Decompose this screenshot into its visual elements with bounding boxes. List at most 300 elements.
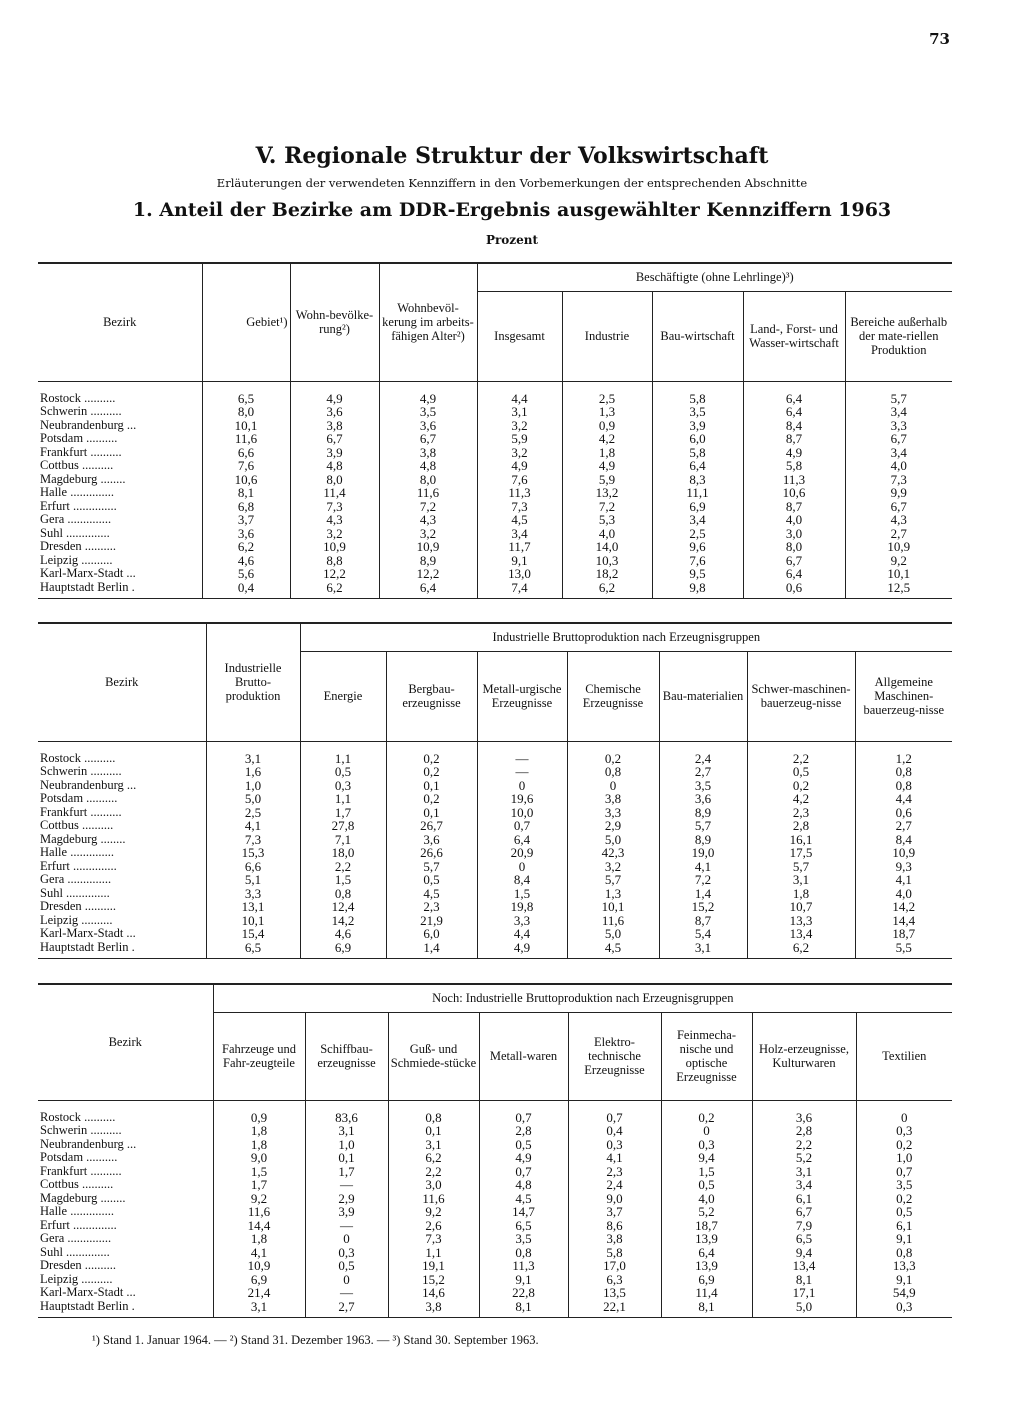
table-cell: 14,2 (855, 900, 952, 914)
table-row (38, 1100, 952, 1124)
table-cell: 3,9 (290, 446, 379, 460)
table-cell: 0,5 (747, 765, 855, 779)
bezirk-name: Leipzig .......... (40, 912, 113, 927)
bezirk-name: Gera .............. (40, 1231, 112, 1245)
column-header: Feinmecha-nische und optische Erzeugnisse (661, 1012, 752, 1100)
table-cell: 6,7 (290, 432, 379, 446)
table-cell: 3,7 (202, 513, 290, 527)
table-cell: 3,2 (477, 446, 562, 460)
table-cell: 12,4 (300, 900, 386, 914)
table-cell: 2,3 (568, 1165, 661, 1179)
table-cell: 4,3 (379, 513, 477, 527)
table-cell: 7,2 (562, 500, 652, 514)
table-cell: 8,0 (743, 540, 845, 554)
table-cell: 3,1 (206, 741, 300, 765)
column-header: Industrie (562, 291, 652, 381)
bezirk-name: Leipzig .......... (40, 1271, 113, 1286)
unit-label: Prozent (485, 233, 539, 247)
table-cell: 2,5 (652, 527, 743, 541)
table-employment (38, 262, 952, 599)
table-cell: 3,1 (388, 1138, 479, 1152)
page-subtitle: Erläuterungen der verwendeten Kennziffern in den Vorbemerkungen der entsprechenden Abschnitte (216, 176, 808, 190)
table-cell: 6,4 (743, 405, 845, 419)
table-cell: 1,0 (305, 1138, 388, 1152)
bezirk-name: Gera .............. (40, 872, 112, 886)
table-cell: 15,4 (206, 927, 300, 941)
table-cell: 14,0 (562, 540, 652, 554)
table-cell: 0,8 (479, 1246, 568, 1260)
table-cell: 11,1 (652, 486, 743, 500)
table-cell: 0,3 (568, 1138, 661, 1152)
bezirk-name: Halle .............. (40, 845, 114, 859)
table-cell: 2,4 (659, 741, 747, 765)
table-cell: 8,0 (290, 473, 379, 487)
table-cell: 3,5 (856, 1178, 952, 1192)
table-cell: 1,1 (388, 1246, 479, 1260)
table-cell: 8,9 (659, 806, 747, 820)
table-cell: 20,9 (477, 846, 567, 860)
table-cell: 7,4 (477, 581, 562, 599)
table-cell: 3,2 (290, 527, 379, 541)
table-cell: 3,0 (743, 527, 845, 541)
table-cell: 3,4 (477, 527, 562, 541)
table-cell: 2,2 (300, 860, 386, 874)
table-cell: 9,4 (661, 1151, 752, 1165)
table-cell: 1,7 (305, 1165, 388, 1179)
table-cell: 1,7 (300, 806, 386, 820)
table-row (38, 381, 952, 405)
table-row (38, 765, 952, 779)
column-header: Textilien (856, 1012, 952, 1100)
table-cell: 18,7 (661, 1219, 752, 1233)
table-cell: 10,0 (477, 806, 567, 820)
table-cell: 7,3 (206, 833, 300, 847)
column-header: Bau-materialien (659, 651, 747, 741)
bezirk-name: Suhl .............. (40, 525, 110, 540)
table-cell: 4,1 (855, 873, 952, 887)
table-cell: 17,1 (752, 1286, 856, 1300)
table-cell: 0,4 (568, 1124, 661, 1138)
table-cell: 10,3 (562, 554, 652, 568)
table-cell: 4,1 (206, 819, 300, 833)
table-row (38, 860, 952, 874)
table-cell: 3,8 (379, 446, 477, 460)
bezirk-name: Rostock .......... (40, 1109, 116, 1124)
table-cell: 5,7 (659, 819, 747, 833)
table-cell: 13,1 (206, 900, 300, 914)
table-cell: 0,1 (386, 779, 477, 793)
table-cell: 8,4 (743, 419, 845, 433)
table-cell: 19,6 (477, 792, 567, 806)
table-cell: 13,0 (477, 567, 562, 581)
table-cell: 0,4 (202, 581, 290, 599)
table-cell: 6,7 (743, 554, 845, 568)
column-header: Industrielle Brutto-produktion (206, 623, 300, 741)
table-cell: 3,8 (568, 1232, 661, 1246)
table-cell: 3,6 (659, 792, 747, 806)
column-header: Energie (300, 651, 386, 741)
table-row (38, 581, 952, 599)
table-cell: 0,7 (568, 1100, 661, 1124)
table-cell: 10,9 (379, 540, 477, 554)
table-cell: 0,2 (661, 1100, 752, 1124)
table-cell: 6,2 (202, 540, 290, 554)
table-cell: 13,3 (856, 1259, 952, 1273)
table-cell: 13,5 (568, 1286, 661, 1300)
column-header: Allgemeine Maschinen-bauerzeug-nisse (855, 651, 952, 741)
table-cell: 16,1 (747, 833, 855, 847)
table-cell: 10,9 (290, 540, 379, 554)
table-cell: 9,6 (652, 540, 743, 554)
table-cell: 6,8 (202, 500, 290, 514)
table-cell: 4,0 (661, 1192, 752, 1206)
column-header: Insgesamt (477, 291, 562, 381)
bezirk-name: Hauptstadt Berlin . (38, 941, 206, 959)
table-row (38, 1286, 952, 1300)
table-cell: 5,7 (845, 381, 952, 405)
bezirk-name: Cottbus .......... (40, 1177, 114, 1191)
table-cell: 8,7 (743, 500, 845, 514)
table-cell: 6,7 (379, 432, 477, 446)
table-cell: 5,8 (743, 459, 845, 473)
table-cell: 3,2 (379, 527, 477, 541)
bezirk-name: Gera .............. (40, 512, 112, 526)
table-cell: 0 (477, 860, 567, 874)
table-cell: 11,3 (743, 473, 845, 487)
table-cell: 0,8 (567, 765, 659, 779)
table-cell: 7,1 (300, 833, 386, 847)
table-cell: 0,3 (661, 1138, 752, 1152)
bezirk-header: Bezirk (38, 263, 202, 381)
table-row (38, 1259, 952, 1273)
table-cell: 8,3 (652, 473, 743, 487)
table-cell: 2,5 (206, 806, 300, 820)
table-cell: 4,4 (855, 792, 952, 806)
table-row (38, 792, 952, 806)
table-cell: 2,7 (659, 765, 747, 779)
table-cell: 1,8 (213, 1124, 305, 1138)
table-cell: 14,6 (388, 1286, 479, 1300)
table-cell: 0,3 (305, 1246, 388, 1260)
table-cell: 12,2 (379, 567, 477, 581)
table-cell: 4,9 (743, 446, 845, 460)
table-cell: 1,7 (213, 1178, 305, 1192)
table-cell: 8,4 (477, 873, 567, 887)
table-cell: 9,1 (856, 1273, 952, 1287)
table-cell: 11,6 (202, 432, 290, 446)
table-cell: 0,3 (856, 1300, 952, 1318)
table-cell: 12,5 (845, 581, 952, 599)
table-cell: 9,0 (213, 1151, 305, 1165)
table-row (38, 914, 952, 928)
table-cell: 0,6 (743, 581, 845, 599)
table-cell: 4,1 (568, 1151, 661, 1165)
table-cell: 11,4 (661, 1286, 752, 1300)
table-cell: 0,5 (661, 1178, 752, 1192)
table-cell: 8,8 (290, 554, 379, 568)
table-row (38, 500, 952, 514)
table-cell: 8,1 (661, 1300, 752, 1318)
table-cell: 1,5 (661, 1165, 752, 1179)
table-cell: 13,9 (661, 1232, 752, 1246)
table-cell: 3,8 (567, 792, 659, 806)
table-cell: 4,5 (479, 1192, 568, 1206)
table-cell: 9,0 (568, 1192, 661, 1206)
table-cell: 1,8 (562, 446, 652, 460)
bezirk-name: Dresden .......... (40, 539, 117, 553)
column-header: Guß- und Schmiede-stücke (388, 1012, 479, 1100)
table-cell: 5,0 (567, 833, 659, 847)
table-cell: 8,9 (659, 833, 747, 847)
table-row (38, 1151, 952, 1165)
table-cell: 0,2 (386, 792, 477, 806)
bezirk-name: Frankfurt .......... (40, 444, 122, 459)
table-cell: 0,1 (386, 806, 477, 820)
table-cell: 3,3 (477, 914, 567, 928)
table-cell: 5,7 (567, 873, 659, 887)
column-header: Fahrzeuge und Fahr-zeugteile (213, 1012, 305, 1100)
page-title: V. Regionale Struktur der Volkswirtschaft (255, 143, 769, 169)
table-cell: 6,5 (479, 1219, 568, 1233)
table-row (38, 567, 952, 581)
bezirk-name: Magdeburg ........ (40, 471, 126, 486)
table-cell: 9,9 (845, 486, 952, 500)
table-cell: 5,0 (567, 927, 659, 941)
table-cell: 13,2 (562, 486, 652, 500)
bezirk-name: Halle .............. (40, 1204, 114, 1218)
table-cell: 10,1 (567, 900, 659, 914)
table-cell: 22,1 (568, 1300, 661, 1318)
table-cell: 8,1 (752, 1273, 856, 1287)
table-cell: 6,7 (845, 432, 952, 446)
table-cell: 3,5 (659, 779, 747, 793)
table-cell: 0,3 (300, 779, 386, 793)
table-cell: 3,3 (567, 806, 659, 820)
bezirk-name: Frankfurt .......... (40, 1163, 122, 1178)
table-cell: 2,2 (752, 1138, 856, 1152)
table-cell: 7,6 (202, 459, 290, 473)
bezirk-name: Schwerin .......... (40, 764, 122, 778)
table-row (38, 1273, 952, 1287)
table-cell: 6,7 (845, 500, 952, 514)
table-cell: 17,0 (568, 1259, 661, 1273)
table-cell: 2,2 (747, 741, 855, 765)
table-cell: 0,7 (856, 1165, 952, 1179)
table-cell: 19,8 (477, 900, 567, 914)
table-cell: 11,6 (388, 1192, 479, 1206)
bezirk-header: Bezirk (38, 623, 206, 741)
page-number: 73 (929, 30, 950, 48)
table-row (38, 486, 952, 500)
table-row (38, 473, 952, 487)
table-row (38, 459, 952, 473)
table-cell: 1,5 (213, 1165, 305, 1179)
bezirk-name: Frankfurt .......... (40, 804, 122, 819)
table-cell: — (477, 741, 567, 765)
table-cell: 0,8 (855, 765, 952, 779)
table-cell: 4,9 (379, 381, 477, 405)
table-cell: 0,5 (856, 1205, 952, 1219)
table-cell: 6,4 (652, 459, 743, 473)
bezirk-name: Schwerin .......... (40, 404, 122, 418)
column-header: Land-, Forst- und Wasser-wirtschaft (743, 291, 845, 381)
table-row (38, 846, 952, 860)
table-cell: 0,7 (479, 1165, 568, 1179)
table-cell: 10,1 (845, 567, 952, 581)
table-cell: 3,5 (379, 405, 477, 419)
table-cell: 4,6 (300, 927, 386, 941)
table-cell: 4,2 (747, 792, 855, 806)
table-cell: 2,7 (305, 1300, 388, 1318)
table-cell: 5,7 (386, 860, 477, 874)
table-cell: 0,2 (386, 741, 477, 765)
column-header: Wohnbevöl-kerung im arbeits-fähigen Alter²) (379, 263, 477, 381)
table-cell: — (305, 1219, 388, 1233)
table-cell: 9,1 (856, 1232, 952, 1246)
table-cell: 6,5 (202, 381, 290, 405)
table-cell: 0,5 (386, 873, 477, 887)
table-cell: 6,4 (477, 833, 567, 847)
table-cell: 6,1 (856, 1219, 952, 1233)
table-cell: 5,0 (206, 792, 300, 806)
column-header: Wohn-bevölke-rung²) (290, 263, 379, 381)
column-header: Gebiet¹) (202, 263, 290, 381)
table-cell: 4,8 (479, 1178, 568, 1192)
table-cell: 6,2 (747, 941, 855, 959)
table-row (38, 1178, 952, 1192)
table-cell: 7,3 (477, 500, 562, 514)
table-cell: 0,2 (856, 1192, 952, 1206)
table-cell: 8,0 (379, 473, 477, 487)
table-cell: 4,1 (213, 1246, 305, 1260)
table-cell: 15,2 (388, 1273, 479, 1287)
table-cell: 27,8 (300, 819, 386, 833)
table-cell: 7,6 (477, 473, 562, 487)
table-cell: 10,7 (747, 900, 855, 914)
table-cell: 3,1 (752, 1165, 856, 1179)
table-row (38, 1219, 952, 1233)
table-cell: 0,7 (477, 819, 567, 833)
table-cell: 4,4 (477, 381, 562, 405)
table-cell: 3,4 (845, 405, 952, 419)
bezirk-name: Potsdam .......... (40, 1150, 118, 1164)
table-cell: 7,2 (659, 873, 747, 887)
table-cell: 1,6 (206, 765, 300, 779)
table-cell: 5,8 (652, 446, 743, 460)
table-cell: 3,4 (845, 446, 952, 460)
table-cell: 11,3 (479, 1259, 568, 1273)
table-cell: 4,2 (562, 432, 652, 446)
table-cell: 0,8 (856, 1246, 952, 1260)
table-cell: 0 (477, 779, 567, 793)
table-cell: 4,0 (743, 513, 845, 527)
table-cell: 18,2 (562, 567, 652, 581)
table-cell: 11,4 (290, 486, 379, 500)
bezirk-name: Erfurt .............. (40, 858, 117, 873)
table-cell: 0,8 (388, 1100, 479, 1124)
table-cell: 0,5 (300, 765, 386, 779)
table-cell: 3,0 (388, 1178, 479, 1192)
table-cell: 4,0 (562, 527, 652, 541)
table-row (38, 1232, 952, 1246)
bezirk-name: Dresden .......... (40, 1258, 117, 1272)
table-row (38, 1300, 952, 1318)
table-cell: 3,9 (652, 419, 743, 433)
table-cell: 9,3 (855, 860, 952, 874)
table-cell: 83,6 (305, 1100, 388, 1124)
table-cell: 5,9 (562, 473, 652, 487)
bezirk-name: Erfurt .............. (40, 498, 117, 513)
column-header: Schwer-maschinen-bauerzeug-nisse (747, 651, 855, 741)
table-cell: 10,6 (202, 473, 290, 487)
table-cell: 14,4 (213, 1219, 305, 1233)
bezirk-name: Neubrandenburg ... (40, 777, 137, 792)
table-row (38, 927, 952, 941)
table-cell: 10,1 (206, 914, 300, 928)
table-cell: 4,8 (379, 459, 477, 473)
table-row (38, 819, 952, 833)
column-header: Metall-urgische Erzeugnisse (477, 651, 567, 741)
table-cell: 7,2 (379, 500, 477, 514)
column-header: Holz-erzeugnisse, Kulturwaren (752, 1012, 856, 1100)
table-cell: 8,0 (202, 405, 290, 419)
bezirk-name: Potsdam .......... (40, 431, 118, 445)
bezirk-name: Magdeburg ........ (40, 831, 126, 846)
table-cell: 6,6 (206, 860, 300, 874)
table-cell: 2,9 (305, 1192, 388, 1206)
bezirk-name: Suhl .............. (40, 885, 110, 900)
table-cell: 8,1 (479, 1300, 568, 1318)
table-cell: 42,3 (567, 846, 659, 860)
table-cell: 11,6 (379, 486, 477, 500)
table-cell: 1,2 (855, 741, 952, 765)
table-cell: 8,7 (743, 432, 845, 446)
table-cell: 4,9 (562, 459, 652, 473)
table-cell: 3,2 (477, 419, 562, 433)
table-row (38, 1205, 952, 1219)
table-cell: 0,9 (213, 1100, 305, 1124)
table-cell: 6,4 (661, 1246, 752, 1260)
table-cell: 3,1 (477, 405, 562, 419)
table-cell: 2,7 (845, 527, 952, 541)
table-cell: 18,7 (855, 927, 952, 941)
table-cell: 9,2 (213, 1192, 305, 1206)
table-cell: 4,9 (290, 381, 379, 405)
table-row (38, 432, 952, 446)
table-cell: 0,5 (479, 1138, 568, 1152)
group-header: Beschäftigte (ohne Lehrlinge)³) (477, 263, 952, 291)
table-cell: 3,3 (206, 887, 300, 901)
table-cell: 1,8 (747, 887, 855, 901)
table-cell: 4,9 (479, 1151, 568, 1165)
table-cell: 6,7 (752, 1205, 856, 1219)
table-cell: 0,7 (479, 1100, 568, 1124)
table-cell: 2,5 (562, 381, 652, 405)
table-cell: 0,8 (855, 779, 952, 793)
bezirk-name: Karl-Marx-Stadt ... (40, 566, 136, 580)
table-cell: 2,9 (567, 819, 659, 833)
bezirk-name: Potsdam .......... (40, 791, 118, 805)
column-header: Bergbau-erzeugnisse (386, 651, 477, 741)
table-cell: 2,8 (747, 819, 855, 833)
table-cell: 5,0 (752, 1300, 856, 1318)
bezirk-name: Cottbus .......... (40, 458, 114, 472)
table-cell: 17,5 (747, 846, 855, 860)
footnote: ¹) Stand 1. Januar 1964. — ²) Stand 31. Dezember 1963. — ³) Stand 30. September 1963. (92, 1333, 539, 1347)
table-cell: 4,6 (202, 554, 290, 568)
bezirk-name: Neubrandenburg ... (40, 1136, 137, 1151)
table-cell: 15,3 (206, 846, 300, 860)
